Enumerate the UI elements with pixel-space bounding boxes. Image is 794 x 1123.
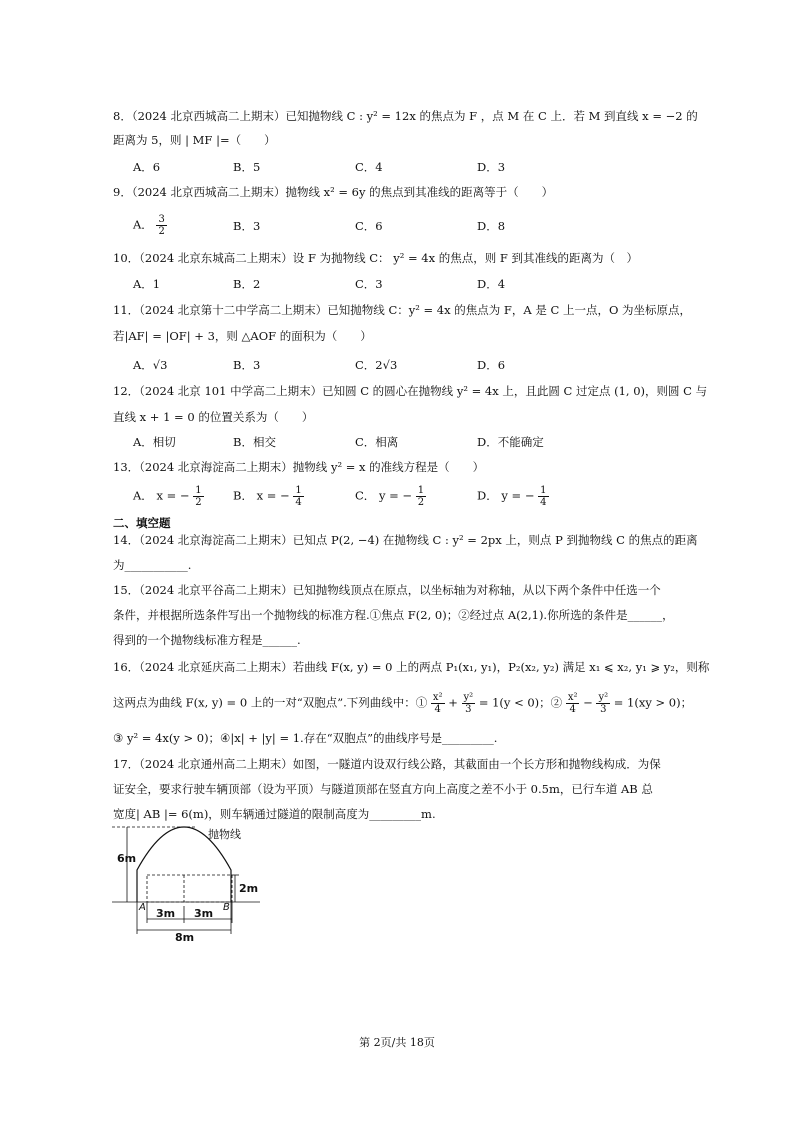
q16-line3: ③ y² = 4x(y > 0)；④|x| + |y| = 1.存在“双胞点”的曲线序号是_________. — [113, 731, 498, 745]
q9-option-a — [133, 214, 167, 237]
q16-fraction-1 — [431, 692, 445, 715]
q17-line2: 证安全，要求行驶车辆顶部（设为平顶）与隧道顶部在竖直方向上高度之差不小于 0.5m，已行车道 AB 总 — [113, 782, 653, 796]
q13-option-c-fraction — [416, 485, 426, 508]
fraction-denominator: 3 — [465, 704, 472, 715]
page-footer: 第 2页/共 18页 — [359, 1036, 435, 1049]
label-8m: 8m — [175, 931, 195, 942]
q11-option-b: B．3 — [233, 358, 261, 372]
q16-line2-text-e: = 1(xy > 0)； — [613, 695, 693, 710]
label-a: A — [139, 902, 146, 913]
q17-line3: 宽度| AB |= 6(m)，则车辆通过隧道的限制高度为_________m. — [113, 807, 436, 821]
fraction-denominator: 2 — [417, 497, 425, 508]
fraction-numerator: 1 — [195, 485, 202, 496]
label-6m: 6m — [117, 852, 137, 865]
fraction-denominator: 4 — [569, 704, 576, 715]
q11-option-a: A．√3 — [133, 358, 168, 372]
q13-option-c — [355, 485, 426, 508]
fraction-numerator: y² — [598, 692, 609, 703]
q13-option-d-prefix: D． y = − — [477, 488, 535, 503]
q12-option-a: A．相切 — [133, 435, 176, 449]
q13-option-a-fraction — [193, 485, 203, 508]
fraction-numerator: x² — [432, 692, 443, 703]
fraction-denominator: 4 — [295, 497, 302, 508]
q10-option-d: D．4 — [477, 277, 506, 291]
fraction-numerator: y² — [463, 692, 474, 703]
q13-line1: 13．（2024 北京海淀高二上期末）抛物线 y² = x 的准线方程是（ ） — [113, 460, 485, 474]
q12-option-b: B．相交 — [233, 435, 276, 449]
q13-option-b-prefix: B． x = − — [233, 488, 290, 503]
q12-line1: 12．（2024 北京 101 中学高二上期末）已知圆 C 的圆心在抛物线 y² = 4x 上，且此圆 C 过定点 (1, 0)，则圆 C 与 — [113, 384, 708, 398]
label-2m: 2m — [239, 882, 259, 895]
fraction-numerator: 1 — [295, 485, 302, 496]
fraction-numerator: x² — [567, 692, 578, 703]
q15-line1: 15．（2024 北京平谷高二上期末）已知抛物线顶点在原点，以坐标轴为对称轴，从以下两个条件中任选一个 — [113, 583, 661, 597]
fraction-denominator: 2 — [195, 497, 202, 508]
q9-option-a-fraction — [156, 214, 166, 237]
q13-option-d — [477, 485, 549, 508]
q14-line1: 14．（2024 北京海淀高二上期末）已知点 P(2, −4) 在抛物线 C : y² = 2px 上，则点 P 到抛物线 C 的焦点的距离 — [113, 533, 698, 547]
q15-line3: 得到的一个抛物线标准方程是______. — [113, 633, 301, 647]
tunnel-figure — [110, 824, 270, 942]
fraction-denominator: 4 — [434, 704, 441, 715]
fraction-numerator: 3 — [158, 214, 165, 225]
q8-option-a: A．6 — [133, 160, 161, 174]
q15-line2: 条件，并根据所选条件写出一个抛物线的标准方程.①焦点 F(2, 0)；②经过点 A(2,1).你所选的条件是______， — [113, 608, 674, 622]
q13-option-a-prefix: A． x = − — [133, 488, 190, 503]
q13-option-d-fraction — [538, 485, 548, 508]
q16-fraction-3 — [566, 692, 580, 715]
q16-fraction-2 — [462, 692, 476, 715]
q11-line2: 若|AF| = |OF| + 3，则 △AOF 的面积为（ ） — [113, 329, 372, 343]
q12-option-c: C．相离 — [355, 435, 399, 449]
q9-option-b: B．3 — [233, 219, 261, 233]
q8-line2: 距离为 5，则 | MF |=（ ） — [113, 133, 276, 147]
q10-option-c: C．3 — [355, 277, 383, 291]
q9-option-a-prefix: A． — [133, 217, 153, 232]
q11-option-c: C．2√3 — [355, 358, 398, 372]
q14-line2: 为___________. — [113, 558, 192, 572]
q8-option-b: B．5 — [233, 160, 261, 174]
fraction-denominator: 2 — [158, 226, 165, 237]
q11-line1: 11．（2024 北京第十二中学高二上期末）已知抛物线 C：y² = 4x 的焦点为 F，A 是 C 上一点，O 为坐标原点， — [113, 303, 692, 317]
q10-line1: 10．（2024 北京东城高二上期末）设 F 为抛物线 C： y² = 4x 的焦点，则 F 到其准线的距离为（ ） — [113, 251, 639, 265]
q10-option-a: A．1 — [133, 277, 161, 291]
fraction-denominator: 4 — [540, 497, 547, 508]
q16-fraction-4 — [596, 692, 610, 715]
q13-option-b-fraction — [293, 485, 303, 508]
label-3m-right: 3m — [194, 907, 214, 920]
q13-option-c-prefix: C． y = − — [355, 488, 413, 503]
q13-option-a — [133, 485, 204, 508]
fraction-numerator: 1 — [417, 485, 425, 496]
q9-option-d: D．8 — [477, 219, 506, 233]
label-3m-left: 3m — [156, 907, 176, 920]
q10-option-b: B．2 — [233, 277, 261, 291]
q9-line1: 9．（2024 北京西城高二上期末）抛物线 x² = 6y 的焦点到其准线的距离等于（ ） — [113, 185, 554, 199]
label-parabola: 抛物线 — [208, 828, 241, 841]
label-b: B — [223, 902, 230, 913]
q9-option-c: C．6 — [355, 219, 383, 233]
q8-option-d: D．3 — [477, 160, 506, 174]
q16-plus: + — [448, 695, 458, 710]
q16-line2-text-c: = 1(y < 0)；② — [478, 695, 563, 710]
fraction-denominator: 3 — [600, 704, 607, 715]
q8-line1: 8．（2024 北京西城高二上期末）已知抛物线 C : y² = 12x 的焦点为 F ，点 M 在 C 上．若 M 到直线 x = −2 的 — [113, 109, 698, 123]
q12-line2: 直线 x + 1 = 0 的位置关系为（ ） — [113, 410, 314, 424]
section-heading: 二、填空题 — [113, 516, 171, 530]
q16-line2-text-a: 这两点为曲线 F(x, y) = 0 上的一对“双胞点”.下列曲线中：① — [113, 695, 428, 710]
q16-line1: 16．（2024 北京延庆高二上期末）若曲线 F(x, y) = 0 上的两点 P₁(x₁, y₁)，P₂(x₂, y₂) 满足 x₁ ⩽ x₂, y₁ ⩾ y₂，则称 — [113, 660, 710, 674]
q8-option-c: C．4 — [355, 160, 383, 174]
q17-line1: 17．（2024 北京通州高二上期末）如图，一隧道内设双行线公路，其截面由一个长方形和抛物线构成．为保 — [113, 757, 661, 771]
q16-line2 — [113, 692, 692, 715]
q12-option-d: D．不能确定 — [477, 435, 544, 449]
q13-option-b — [233, 485, 304, 508]
q11-option-d: D．6 — [477, 358, 506, 372]
lane-rectangle — [147, 875, 232, 902]
fraction-numerator: 1 — [540, 485, 547, 496]
q16-minus: − — [583, 695, 593, 710]
